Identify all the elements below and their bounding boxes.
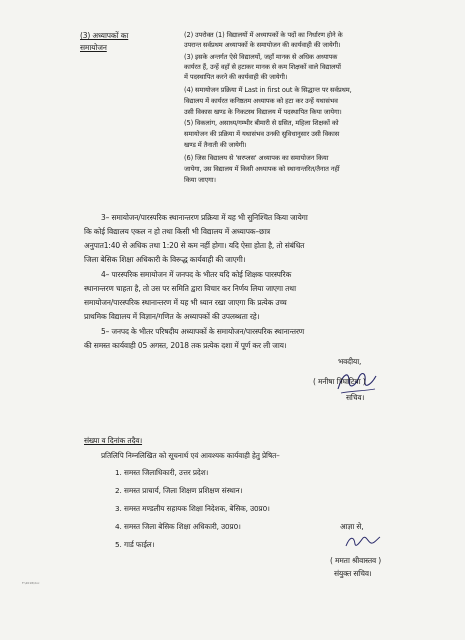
signature [344, 534, 382, 550]
section-item-line: (5) विकलांग, असाध्य/गम्भीर बीमारी से ग्रसित, महिला शिक्षकों को [184, 119, 339, 127]
section-item-line: में पदस्थापित करने की कार्यवाही की जायेगी। [184, 73, 288, 81]
section-item-line: जायेगा, उस विद्यालय में किसी अध्यापक को स्थानान्तरित/तैनात नहीं [184, 165, 340, 173]
distribution-intro: प्रतिलिपि निम्नलिखित को सूचनार्थ एवं आवश्यक कार्यवाही हेतु प्रेषित– [101, 451, 280, 460]
section-item-line: (4) समायोजन प्रक्रिया में Last in first out के सिद्धान्त पर सर्वप्रथम, [184, 86, 352, 94]
paragraph-line: 3– समायोजन/पारस्परिक स्थानान्तरण प्रक्रिया में यह भी सुनिश्चित किया जायेगा [101, 213, 308, 222]
section-item-line: खण्ड में तैनाती की जायेगी। [184, 141, 247, 149]
signatory-name: ( मनीषा त्रिघाटिया ) [313, 377, 366, 386]
distribution-item: 3. समस्त मण्डलीय सहायक शिक्षा निदेशक, बेसिक, उ0प्र0। [115, 504, 270, 513]
distribution-item: 1. समस्त जिलाधिकारी, उत्तर प्रदेश। [115, 468, 209, 477]
section-heading-line2: समायोजन [80, 43, 107, 52]
distribution-item: 2. समस्त प्राचार्य, जिला शिक्षण प्रशिक्षण संस्थान। [115, 486, 243, 495]
signatory-designation: सचिव। [346, 393, 365, 402]
section-item-line: (6) जिस विद्यालय से 'सरप्लस' अध्यापक का समायोजन किया [184, 154, 329, 162]
paragraph-line: 5– जनपद के भीतर परिषदीय अध्यापकों के समायोजन/पारस्परिक स्थानान्तरण [101, 327, 305, 336]
signatory-name: ( ममता श्रीवास्तव ) [330, 556, 381, 565]
signatory-designation: संयुक्त सचिव। [334, 569, 372, 578]
paragraph-line: कि कोई विद्यालय एकल न हो तथा किसी भी विद्यालय में अध्यापक–छात्र [84, 227, 271, 236]
section-heading: (3) अध्यापकों का [80, 31, 129, 40]
section-item-line: उसी विकास खण्ड के निकटस्थ विद्यालय में पदस्थापित किया जायेगा। [184, 108, 342, 116]
section-item-line: (3) इसके अन्तर्गत ऐसे विद्यालयों, जहाँ मानक से अधिक अध्यापक [184, 53, 338, 61]
section-item-line: कार्यरत हैं, उन्हें वहाँ से हटाकर मानक से कम शिक्षकों वाले विद्यालयों [184, 63, 341, 71]
salutation: आज्ञा से, [340, 522, 364, 531]
section-item-line: किया जाएगा। [184, 176, 216, 184]
paragraph-line: जिला बेसिक शिक्षा अधिकारी के विरूद्ध कार्यवाही की जाएगी। [84, 255, 246, 264]
salutation: भवदीया, [338, 357, 362, 366]
section-item-line: (2) उपरोक्त (1) विद्यालयों में अध्यापकों के पदों का निर्धारण होने के [184, 31, 343, 39]
reference-line: संख्या व दिनांक तदैव। [84, 436, 143, 445]
section-item-line: समायोजन की प्रक्रिया में यथासंभव उनकी सुविधानुसार उसी विकास [184, 130, 340, 138]
footer-stamp: F:\2018\doc [22, 581, 40, 585]
paragraph-line: समायोजन/पारस्परिक स्थानान्तरण में यह भी ध्यान रखा जाएगा कि प्रत्येक उच्च [84, 298, 287, 307]
distribution-item: 4. समस्त जिला बेसिक शिक्षा अधिकारी, उ0प्र0। [115, 522, 241, 531]
paragraph-line: स्थानान्तरण चाहता है, तो उस पर समिति द्वारा विचार कर निर्णय लिया जाएगा तथा [84, 284, 296, 293]
paragraph-line: की समस्त कार्यवाही 05 अगस्त, 2018 तक प्रत्येक दशा में पूर्ण कर ली जाय। [84, 341, 287, 350]
paragraph-line: अनुपात1:40 से अधिक तथा 1:20 से कम नहीं होगा। यदि ऐसा होता है, तो संबंधित [84, 241, 305, 250]
paragraph-line: प्राथमिक विद्यालय में विज्ञान/गणित के अध्यापकों की उपलब्धता रहे। [84, 312, 260, 321]
section-item-line: विद्यालय में कार्यरत कनिष्ठतम अध्यापक को हटा कर उन्हें यथासंभव [184, 97, 338, 105]
paragraph-line: 4– पारस्परिक समायोजन में जनपद के भीतर यदि कोई शिक्षक पारस्परिक [101, 270, 292, 279]
distribution-item: 5. गार्ड फाईल। [115, 540, 155, 549]
section-item-line: उपरान्त सर्वप्रथम अध्यापकों के समायोजन की कार्यवाही की जायेगी। [184, 41, 341, 49]
